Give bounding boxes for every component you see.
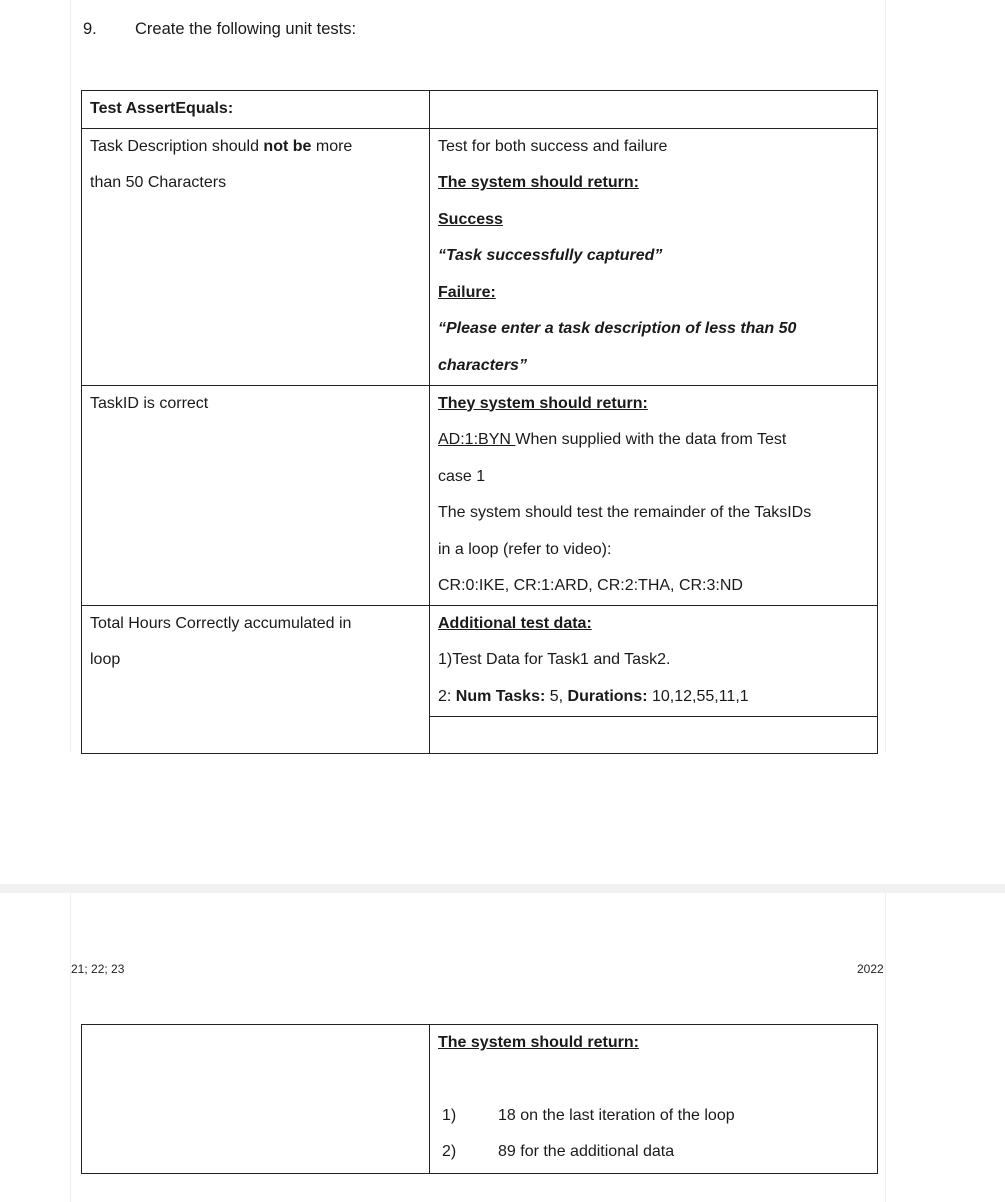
expected-result-cell: [430, 605, 878, 753]
table-header-row: [82, 91, 878, 129]
page-header-right: 2022: [857, 962, 884, 976]
list-item: 2) 89 for the additional data: [442, 1143, 675, 1160]
additional-data-block: Additional test data: 1)Test Data for Task1 and Task2. 2: Num Tasks: 5, Durations: 10,12,55,11,1: [430, 606, 877, 717]
table-row: [82, 1025, 878, 1174]
page-header-left: 21; 22; 23: [71, 962, 125, 976]
test-name-cell: TaskID is correct: [82, 385, 430, 605]
table-header-cell: Test AssertEquals:: [82, 91, 430, 129]
expected-result-cell: They system should return: AD:1:BYN When supplied with the data from Test case 1 The system should test the remainder of the TaksIDs in a loop (refer to video): CR:0:IKE, CR:1:ARD, CR:2:THA, CR:3:ND: [430, 385, 878, 605]
document-page-1: [70, 0, 886, 752]
table-row: [82, 605, 878, 753]
test-name-cell: Total Hours Correctly accumulated in loop: [82, 605, 430, 753]
continued-table: [81, 1024, 878, 1174]
table-header-cell-empty: [430, 91, 878, 129]
heading-text: Create the following unit tests:: [135, 20, 357, 38]
test-name-cell: Task Description should not be more than 50 Characters: [82, 128, 430, 385]
list-item: 1) 18 on the last iteration of the loop: [442, 1106, 735, 1124]
expected-result-cell: Test for both success and failure The system should return: Success “Task successfully captured” Failure: “Please enter a task description of less than 50 characters”: [430, 128, 878, 385]
test-name-cell: [82, 1025, 430, 1174]
expected-result-cell: The system should return: 1) 18 on the last iteration of the loop 2) 89 for the additional data: [430, 1025, 878, 1174]
results-list: [438, 1098, 869, 1171]
unit-tests-table: [81, 90, 878, 754]
section-heading: [83, 20, 356, 39]
page-break: [0, 884, 1005, 893]
empty-subrow: [430, 717, 877, 753]
table-row: [82, 385, 878, 605]
table-row: [82, 128, 878, 385]
heading-number: 9.: [83, 20, 97, 38]
